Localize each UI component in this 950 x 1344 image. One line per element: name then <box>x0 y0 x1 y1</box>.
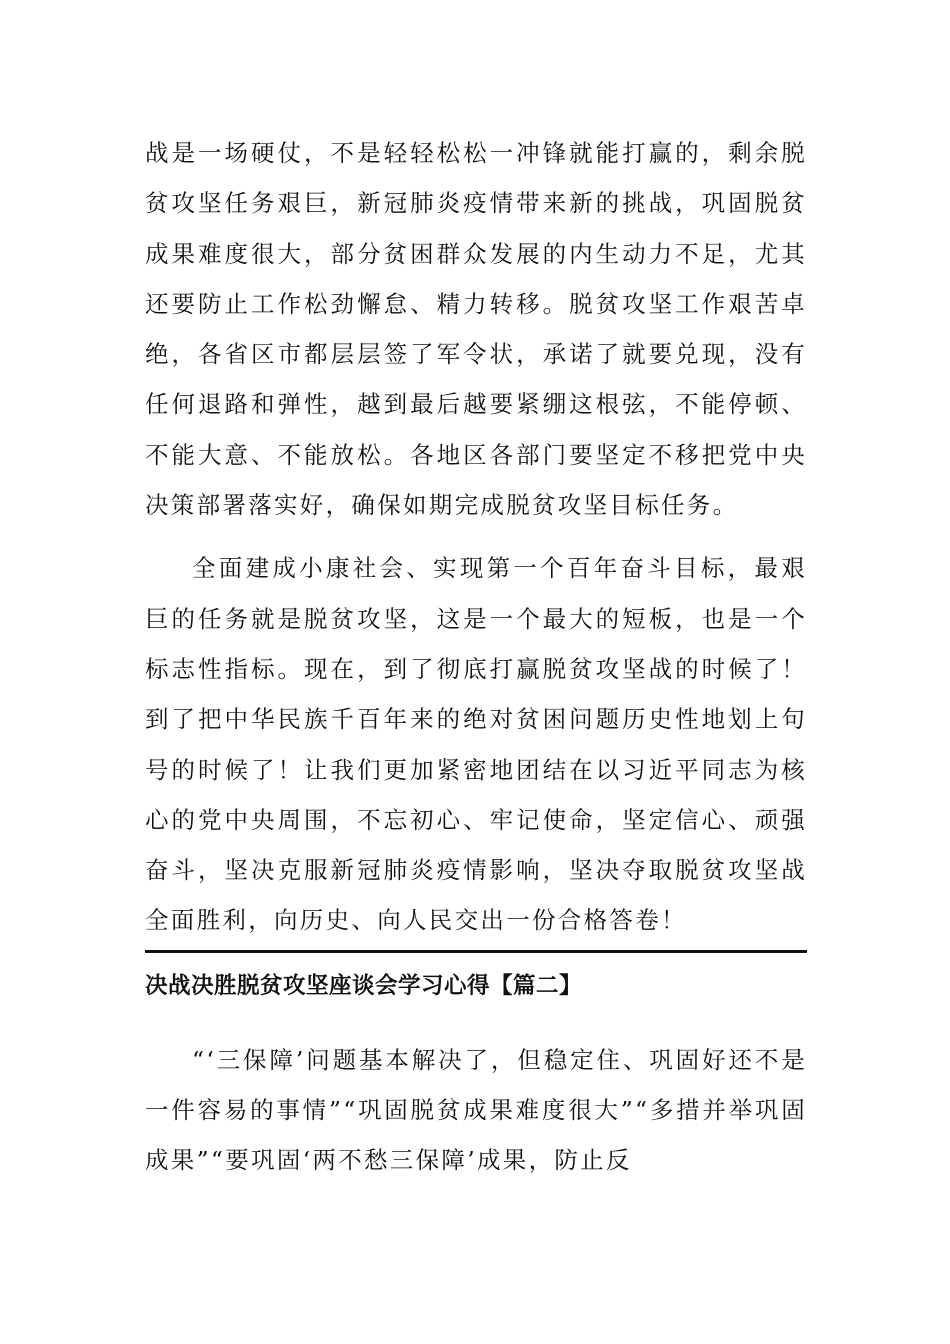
body-paragraph: 全面建成小康社会、实现第一个百年奋斗目标，最艰巨的任务就是脱贫攻坚，这是一个最大的短板，也是一个标志性指标。现在，到了彻底打赢脱贫攻坚战的时候了！到了把中华民族千百年来的绝对贫困问题历史性地划上句号的时候了！让我们更加紧密地团结在以习近平同志为核心的党中央周围，不忘初心、牢记使命，坚定信心、顽强奋斗，坚决克服新冠肺炎疫情影响，坚决夺取脱贫攻坚战全面胜利，向历史、向人民交出一份合格答卷！ <box>145 554 807 935</box>
document-page <box>145 128 807 1186</box>
body-paragraph: “‘三保障’问题基本解决了，但稳定住、巩固好还不是一件容易的事情”“巩固脱贫成果难度很大”“多措并举巩固成果”“要巩固‘两不愁三保障’成果，防止反 <box>145 1045 807 1175</box>
section-divider <box>145 950 807 953</box>
body-paragraph: 战是一场硬仗，不是轻轻松松一冲锋就能打赢的，剩余脱贫攻坚任务艰巨，新冠肺炎疫情带来新的挑战，巩固脱贫成果难度很大，部分贫困群众发展的内生动力不足，尤其还要防止工作松劲懈怠、精力转移。脱贫攻坚工作艰苦卓绝，各省区市都层层签了军令状，承诺了就要兑现，没有任何退路和弹性，越到最后越要紧绷这根弦，不能停顿、不能大意、不能放松。各地区各部门要坚定不移把党中央决策部署落实好，确保如期完成脱贫攻坚目标任务。 <box>145 139 807 520</box>
section-title: 决战决胜脱贫攻坚座谈会学习心得【篇二】 <box>145 972 583 999</box>
